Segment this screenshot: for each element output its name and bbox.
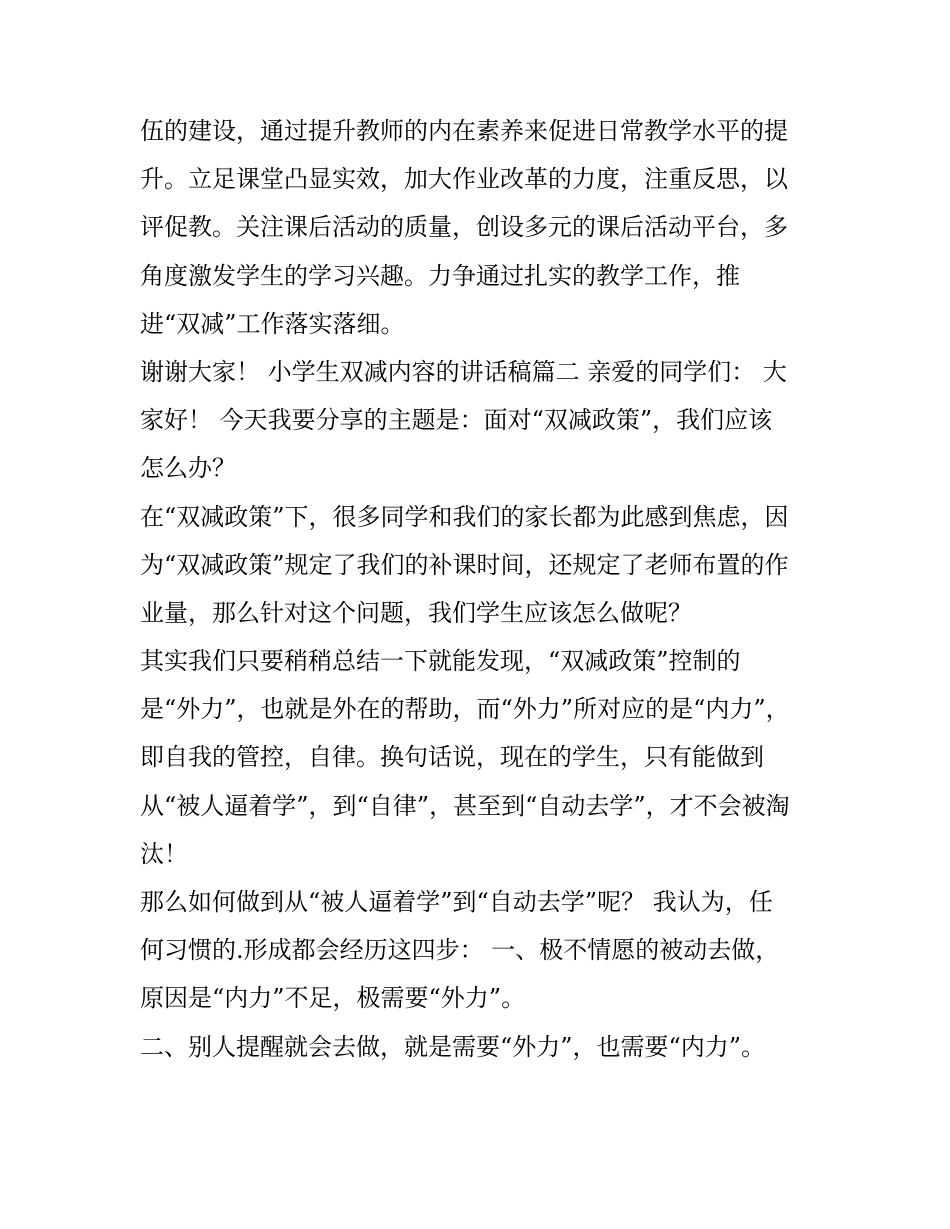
text-line: 为“双减政策”规定了我们的补课时间，还规定了老师布置的作 bbox=[140, 550, 789, 579]
text-line: 在“双减政策”下，很多同学和我们的家长都为此感到焦虑，因 bbox=[140, 502, 789, 531]
text-line: 业量，那么针对这个问题，我们学生应该怎么做呢？ bbox=[140, 598, 692, 627]
text-line: 家好！ 今天我要分享的主题是：面对“双减政策”，我们应该 bbox=[140, 406, 773, 435]
text-line: 何习惯的.形成都会经历这四步： 一、极不情愿的被动去做， bbox=[140, 936, 780, 965]
text-line: 角度激发学生的学习兴趣。力争通过扎实的教学工作，推 bbox=[140, 261, 740, 290]
text-line: 评促教。关注课后活动的质量，创设多元的课后活动平台，多 bbox=[140, 213, 788, 242]
text-line: 即自我的管控，自律。换句话说，现在的学生，只有能做到 bbox=[140, 743, 764, 772]
text-line: 怎么办？ bbox=[140, 454, 236, 483]
text-line: 那么如何做到从“被人逼着学”到“自动去学”呢？ 我认为，任 bbox=[140, 888, 773, 916]
text-line: 进“双减”工作落实落细。 bbox=[140, 309, 405, 338]
text-line: 谢谢大家！ 小学生双减内容的讲话稿篇二 亲爱的同学们： 大 bbox=[140, 357, 787, 386]
text-line: 原因是“内力”不足，极需要“外力”。 bbox=[140, 984, 526, 1013]
text-line: 汰！ bbox=[140, 839, 188, 868]
text-line: 是“外力”，也就是外在的帮助，而“外力”所对应的是“内力”， bbox=[140, 695, 790, 724]
text-line: 二、别人提醒就会去做，就是需要“外力”，也需要“内力”。 bbox=[140, 1032, 766, 1061]
text-line: 其实我们只要稍稍总结一下就能发现，“双减政策”控制的 bbox=[140, 647, 741, 676]
text-line: 升。立足课堂凸显实效，加大作业改革的力度，注重反思，以 bbox=[140, 165, 788, 194]
text-line: 伍的建设，通过提升教师的内在素养来促进日常教学水平的提 bbox=[140, 117, 788, 145]
document-body bbox=[140, 107, 820, 1071]
text-line: 从“被人逼着学”，到“自律”，甚至到“自动去学”，才不会被淘 bbox=[140, 791, 790, 820]
